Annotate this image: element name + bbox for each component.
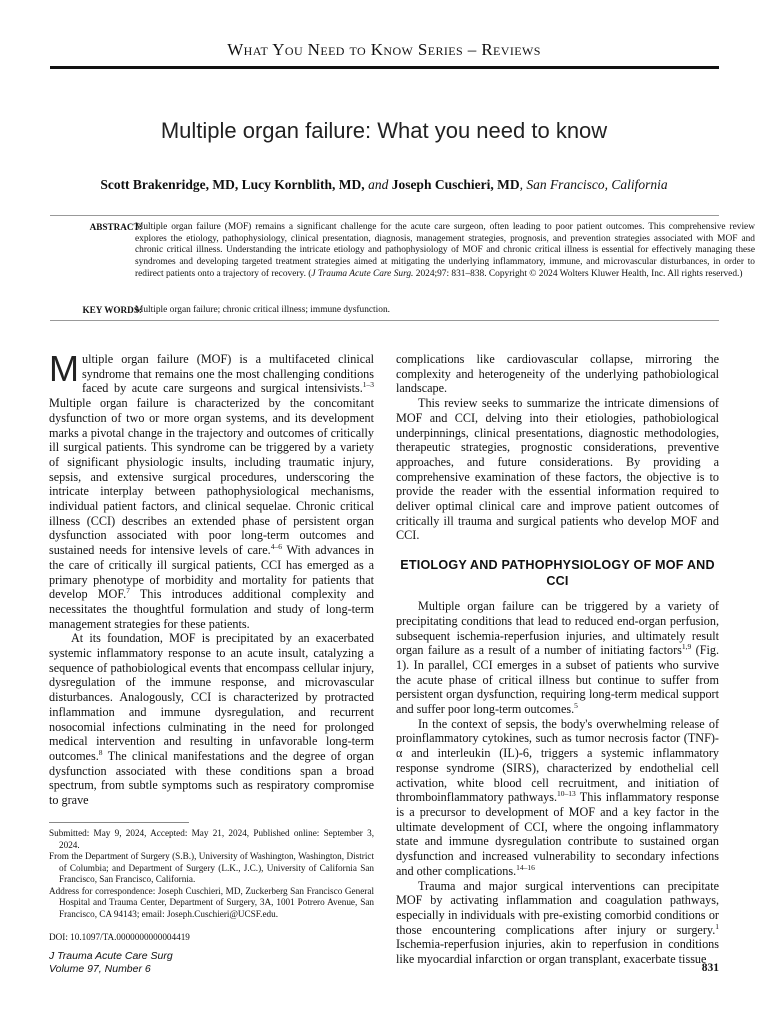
text-run: Trauma and major surgical interventions can precipitate MOF by activating inflammation and coagulation pathways, especially in individuals with pre-existing comorbid conditions or those encountering complications after injury or surgery. (396, 878, 719, 937)
author-line (0, 177, 768, 193)
series-header: What You Need to Know Series – Reviews (227, 40, 541, 59)
text-run: The clinical manifestations and the degree of organ dysfunction associated with these conditions span a broad spectrum, from subtle symptoms such as respiratory compromise to grave (49, 748, 374, 808)
footnote-affiliation: From the Department of Surgery (S.B.), University of Washington, Washington, District of Columbia; and Department of Surgery (L.K., J.C.), University of California San Francisco, San Francisco, California. (49, 851, 374, 884)
intro-paragraph-2 (49, 631, 374, 807)
citation-sup: 10–13 (557, 789, 576, 799)
text-run: (Fig. 1). In parallel, CCI emerges in a subset of patients who survive the acute phase of critical illness but continue to suffer from persistent organ dysfunction, requiring long-term medical support and suffer poor long-term outcomes. (396, 643, 719, 717)
intro-paragraph-3: This review seeks to summarize the intricate dimensions of MOF and CCI, delving into their etiologies, pathobiological underpinnings, clinical presentations, diagnostic methodologies, therapeutic strategies, prognostic considerations, preventive approaches, and future considerations. By providing a comprehensive examination of these factors, the objective is to provide the reader with the essential information required to deliver optimal clinical care and improve patient outcomes of critically ill trauma and surgical patients who develop MOF and CCI. (396, 396, 719, 543)
journal-volume: Volume 97, Number 6 (49, 962, 151, 975)
authors-and: and (368, 177, 389, 192)
text-run: Ischemia-reperfusion injuries, akin to reperfusion in conditions like myocardial infarction or organ transplant, exacerbate tissue (396, 937, 719, 967)
etiology-paragraph-1 (396, 599, 719, 717)
right-column (396, 352, 719, 967)
text-run: At its foundation, MOF is precipitated by an exacerbated systemic inflammatory response to an acute insult, catalyzing a sequence of pathobiological events that encompass cellular injury, dysregulation of the immune response, and microvascular disturbances. Analogously, CCI is characterized by protracted inflammation and immune dysregulation, and recurrent nosocomial infections culminating in the need for prolonged medical intervention and resulting in unfavorable long-term outcomes. (49, 631, 374, 763)
footnote-rule (49, 822, 189, 823)
citation-sup: 5 (574, 701, 578, 710)
text-run: ultiple organ failure (MOF) is a multifaceted clinical syndrome that remains one the most challenging conditions faced by acute care surgeons and surgical intensivists. (82, 352, 374, 396)
section-heading: ETIOLOGY AND PATHOPHYSIOLOGY OF MOF AND CCI (400, 558, 715, 589)
intro-paragraph-2-cont: complications like cardiovascular collapse, mirroring the complexity and heterogeneity of the underlying pathobiological landscape. (396, 352, 719, 396)
text-run: Multiple organ failure is characterized by the concomitant dysfunction of two or more organ systems, and its development marks a pivotal change in the trajectory and outcomes of critically ill surgical patients. This syndrome can be triggered by a variety of significant physiologic insults, including traumatic injury, sepsis, and extensive surgical procedures, underscoring the intricate interplay between pathophysiological mechanisms, individual patient factors, and clinical sequelae. Chronic critical illness (CCI) describes an extended phase of persistent organ dysfunction associated with poor long-term outcomes and sustained needs for intensive levels of care. (49, 396, 374, 558)
journal-footer (49, 950, 173, 975)
text-run: This inflammatory response is a precursor to development of MOF and a key factor in the ultimate development of CCI, where the ongoing inflammatory state and immune dysregulation contribute to sustained organ dysfunction and increased vulnerability to secondary infections and other complications. (396, 790, 719, 878)
page-number: 831 (701, 962, 719, 974)
text-run: This introduces additional complexity and necessitates the thoughtful formulation and study of long-term management strategies for these patients. (49, 587, 374, 631)
abstract-box (50, 215, 755, 321)
intro-paragraph-1 (49, 348, 374, 631)
citation-sup: 8 (98, 747, 103, 757)
authors-names: Scott Brakenridge, MD, Lucy Kornblith, MD, (100, 177, 365, 192)
abstract-citation-journal: J Trauma Acute Care Surg. (311, 268, 414, 279)
citation-sup: 1 (715, 921, 719, 931)
keywords-text: Multiple organ failure; chronic critical illness; immune dysfunction. (135, 305, 390, 315)
citation-sup: 1–3 (362, 380, 374, 390)
abstract-label: ABSTRACT: (89, 222, 142, 232)
header-rule (50, 66, 719, 69)
author-location: , San Francisco, California (519, 177, 668, 192)
footnote-submitted: Submitted: May 9, 2024, Accepted: May 21, 2024, Published online: September 3, 2024. (49, 828, 374, 850)
journal-name: J Trauma Acute Care Surg (49, 950, 173, 962)
citation-sup: 7 (126, 586, 130, 596)
footnote-correspondence: Address for correspondence: Joseph Cuschieri, MD, Zuckerberg San Francisco General Hospital and Trauma Center, Department of Surgery, 3A, 1001 Potrero Avenue, San Francisco, CA 94143; email: Joseph.Cuschieri@UCSF.edu. (49, 885, 374, 919)
abstract-body: Multiple organ failure (MOF) remains a significant challenge for the acute care surgeon, often leading to poor patient outcomes. This comprehensive review explores the etiology, pathophysiology, clinical presentation, diagnosis, management strategies, prognosis, and prevention strategies associated with MOF and chronic critical illness. Understanding the intricate etiology and pathophysiology of MOF and chronic critical illness is essential for effectively managing these syndromes and developing targeted treatment strategies aimed at mitigating the underlying inflammatory, immune, and microvascular disturbances, in order to redirect patients onto a trajectory of recovery. (135, 222, 755, 279)
keywords-label: KEY WORDS: (82, 305, 142, 315)
etiology-paragraph-3 (396, 879, 719, 967)
drop-cap: M (49, 348, 79, 389)
etiology-paragraph-2 (396, 717, 719, 879)
article-title: Multiple organ failure: What you need to know (160, 118, 608, 143)
left-column (49, 348, 374, 808)
abstract-citation: 2024;97: 831–838. Copyright © 2024 Wolters Kluwer Health, Inc. All rights reserved.) (415, 268, 743, 279)
doi: DOI: 10.1097/TA.0000000000004419 (49, 932, 190, 942)
authors-last: Joseph Cuschieri, MD (391, 177, 520, 192)
text-run: Multiple organ failure can be triggered by a variety of precipitating conditions that lead to reduced end-organ perfusion, subsequent ischemia-reperfusion injuries, and ultimately result organ failure as a result of a number of initiating factors (396, 599, 719, 658)
abstract-text: Multiple organ failure (MOF) remains a significant challenge for the acute care surgeon, often leading to poor patient outcomes. This comprehensive review explores the etiology, pathophysiology, clinical presentation, diagnosis, management strategies, prognosis, and prevention strategies associated with MOF and chronic critical illness. Understanding the intricate etiology and pathophysiology of MOF and chronic critical illness is essential for effectively managing these syndromes and developing targeted treatment strategies aimed at mitigating the underlying inflammatory, immune, and microvascular disturbances, in order to redirect patients onto a trajectory of recovery. (J Trauma Acute Care Surg. 2024;97: 831–838. Copyright © 2024 Wolters Kluwer Health, Inc. All rights reserved.) (135, 222, 755, 279)
citation-sup: 14–16 (516, 862, 535, 872)
text-run: With advances in the care of critically ill surgical patients, CCI has emerged as a primary phenotype of morbidity and mortality for patients that develop MOF. (49, 543, 374, 602)
footnotes (49, 828, 374, 953)
text-run: In the context of sepsis, the body's overwhelming release of proinflammatory cytokines, such as tumor necrosis factor (TNF)-α and interleukin (IL)-6, triggers a systemic inflammatory response syndrome (SIRS), characterized by endothelial cell activation, white blood cell recruitment, and initiation of thromboinflammatory pathways. (396, 716, 719, 805)
citation-sup: 1,9 (681, 642, 692, 652)
citation-sup: 4–6 (270, 542, 282, 552)
